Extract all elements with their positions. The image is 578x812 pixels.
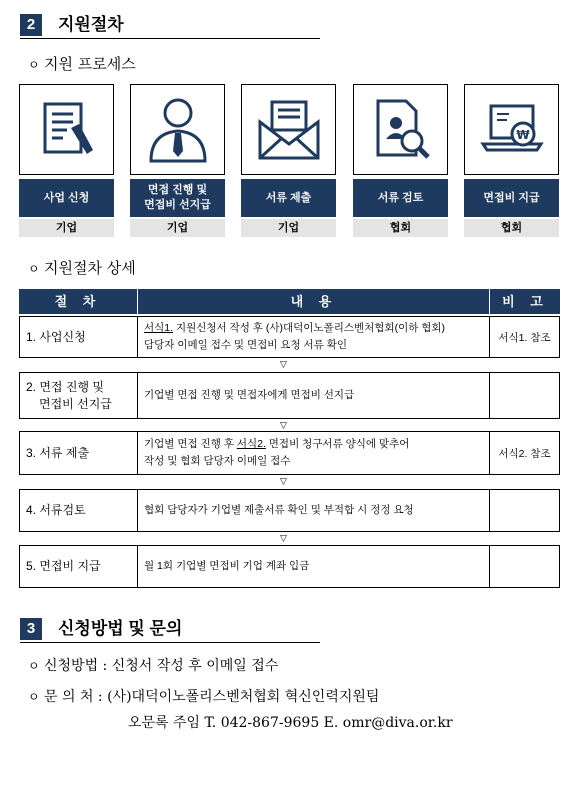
row-content: 협회 담당자가 기업별 제출서류 확인 및 부적합 시 정정 요청 [138,490,490,531]
down-arrow-icon: ▽ [280,359,287,369]
row-note: 서식2. 참조 [498,447,551,460]
detail-heading [28,258,136,279]
down-arrow-icon: ▽ [280,476,287,486]
bullet-mark: ㅇ [28,262,40,276]
step-label: 서류 제출 [241,179,336,217]
process-heading [28,54,136,75]
process-step-4 [353,84,448,237]
inquiry-person: 오문록 주임 T. 042-867-9695 E. omr@diva.or.kr [128,715,453,731]
document-pen-icon [35,98,99,162]
process-step-2 [130,84,225,237]
step-owner: 협회 [464,219,559,237]
bullet-mark: ㅇ [28,58,40,72]
down-arrow-icon: ▽ [280,420,287,430]
bullet-mark: ㅇ [28,690,40,704]
step-owner: 협회 [353,219,448,237]
person-tie-icon [145,95,211,165]
section-number: 2 [20,14,42,36]
table-row [19,316,560,358]
section-2-header [20,14,320,39]
header-note: 비 고 [489,289,561,314]
envelope-icon [256,98,322,162]
step-label: 서류 검토 [353,179,448,217]
inquiry-label: 문 의 처 : [44,689,103,705]
row-step: 3. 서류 제출 [20,432,138,474]
row-step: 4. 서류검토 [20,490,138,531]
laptop-won-icon [479,100,545,160]
table-row [19,431,560,475]
step-label: 면접 진행 및 면접비 선지급 [130,179,225,217]
row-note: 서식1. 참조 [498,331,551,344]
row-step: 1. 사업신청 [20,317,138,357]
process-step-1 [19,84,114,237]
table-row [19,372,560,419]
table-row [19,545,560,588]
inquiry-org: (사)대덕이노폴리스벤처협회 혁신인력지원팀 [107,689,380,705]
row-note [490,490,559,531]
step-owner: 기업 [19,219,114,237]
row-content: 기업별 면접 진행 및 면접자에게 면접비 선지급 [138,373,490,418]
method-value: 신청서 작성 후 이메일 접수 [111,658,279,674]
table-header [19,289,560,314]
row-step: 5. 면접비 지급 [20,546,138,587]
row-content: 서식1. 지원신청서 작성 후 (사)대덕이노폴리스벤처협회(이하 협회) 담당자 이메일 접수 및 면접비 요청 서류 확인 [138,317,490,357]
process-step-3 [241,84,336,237]
method-label: 신청방법 : [44,658,108,674]
section-title: 신청방법 및 문의 [58,619,183,638]
step-label: 사업 신청 [19,179,114,217]
step-label: 면접비 지급 [464,179,559,217]
inquiry-line [28,687,379,707]
down-arrow-icon: ▽ [280,533,287,543]
svg-text:₩: ₩ [515,127,530,142]
document-search-icon [368,97,434,163]
row-content: 월 1회 기업별 면접비 기업 계좌 입금 [138,546,490,587]
bullet-mark: ㅇ [28,659,40,673]
row-note [490,546,559,587]
section-number: 3 [20,618,42,640]
row-step: 2. 면접 진행 및 면접비 선지급 [20,373,138,418]
header-step: 절 차 [54,294,102,309]
header-content: 내 용 [137,289,490,314]
row-content: 기업별 면접 진행 후 서식2. 면접비 청구서류 양식에 맞추어 작성 및 협회 담당자 이메일 접수 [138,432,490,474]
application-method [28,656,278,676]
section-3-header [20,618,320,643]
step-owner: 기업 [241,219,336,237]
step-owner: 기업 [130,219,225,237]
process-heading-text: 지원 프로세스 [44,55,136,73]
table-row [19,489,560,532]
detail-heading-text: 지원절차 상세 [44,259,136,277]
row-note [490,373,559,418]
process-step-5 [464,84,559,237]
section-title: 지원절차 [58,15,124,34]
